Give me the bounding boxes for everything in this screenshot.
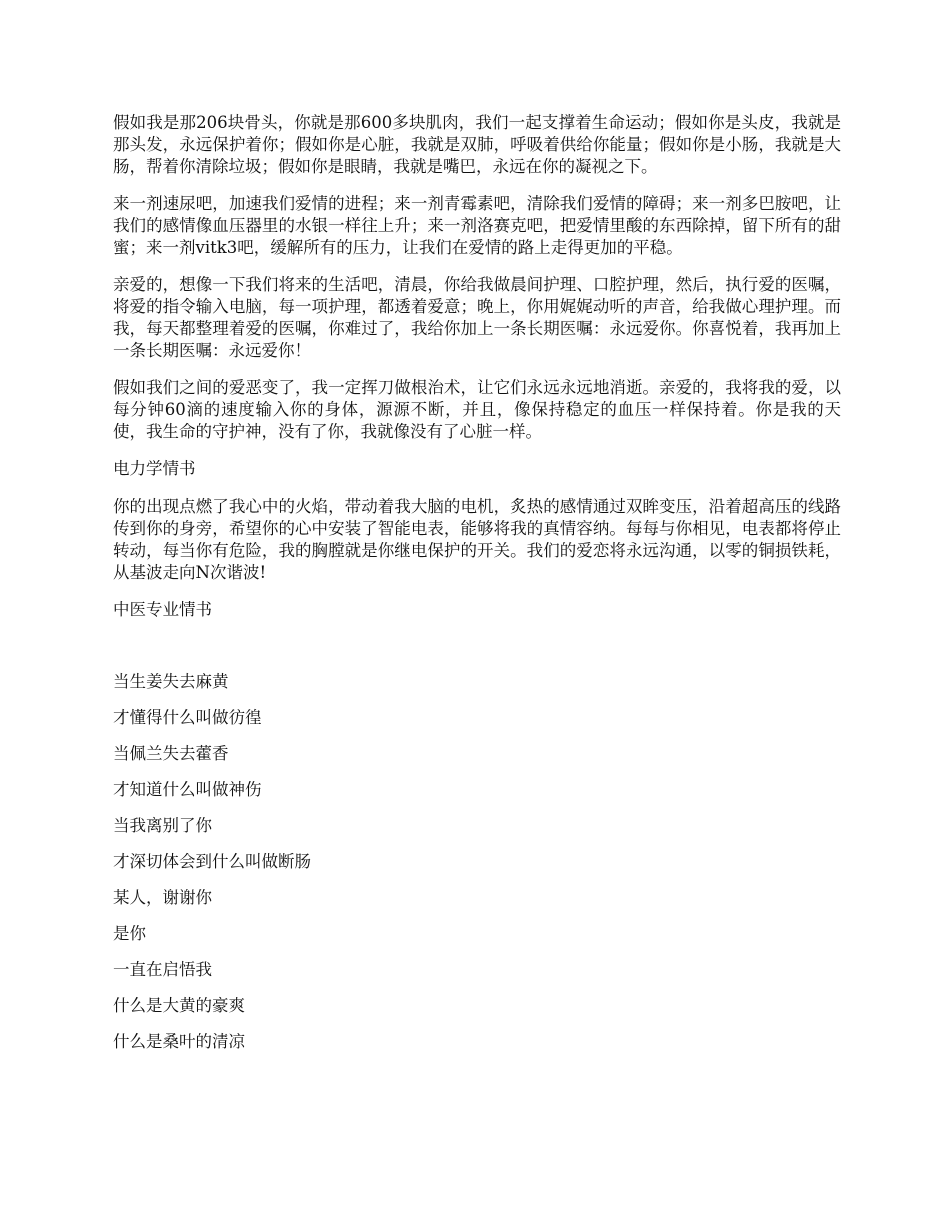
blank-line [113,637,841,671]
paragraph-surgery: 假如我们之间的爱恶变了，我一定挥刀做根治术，让它们永远永远地消逝。亲爱的，我将我的爱，以每分钟60滴的速度输入你的身体，源源不断，并且，像保持稳定的血压一样保持着。你是我的天使，我生命的守护神，没有了你，我就像没有了心脏一样。 [113,378,841,441]
poem-line: 一直在启悟我 [113,960,212,979]
paragraph-medicine: 来一剂速尿吧，加速我们爱情的进程；来一剂青霉素吧，清除我们爱情的障碍；来一剂多巴胺吧，让我们的感情像血压器里的水银一样往上升；来一剂洛赛克吧，把爱情里酸的东西除掉，留下所有的甜蜜；来一剂vitk3吧，缓解所有的压力，让我们在爱情的路上走得更加的平稳。 [113,194,841,257]
heading-tcm-love-letter: 中医专业情书 [113,600,212,619]
poem-line: 才深切体会到什么叫做断肠 [113,852,311,871]
poem-line: 才知道什么叫做神伤 [113,780,262,799]
document-page [113,112,841,1067]
poem-line: 某人，谢谢你 [113,888,212,907]
poem-line: 当佩兰失去藿香 [113,744,229,763]
poem-line: 什么是大黄的豪爽 [113,996,245,1015]
heading-electric-love-letter: 电力学情书 [113,459,196,478]
poem-line: 当我离别了你 [113,816,212,835]
paragraph-nursing: 亲爱的，想像一下我们将来的生活吧，清晨，你给我做晨间护理、口腔护理，然后，执行爱的医嘱，将爱的指令输入电脑，每一项护理，都透着爱意；晚上，你用娓娓动听的声音，给我做心理护理。而我，每天都整理着爱的医嘱，你难过了，我给你加上一条长期医嘱：永远爱你。你喜悦着，我再加上一条长期医嘱：永远爱你！ [113,275,841,360]
paragraph-electric: 你的出现点燃了我心中的火焰，带动着我大脑的电机，炙热的感情通过双眸变压，沿着超高压的线路传到你的身旁，希望你的心中安装了智能电表，能够将我的真情容纳。每每与你相见，电表都将停止转动，每当你有危险，我的胸膛就是你继电保护的开关。我们的爱恋将永远沟通，以零的铜损铁耗，从基波走向N次谐波! [113,497,841,582]
paragraph-body-parts: 假如我是那206块骨头，你就是那600多块肌肉，我们一起支撑着生命运动；假如你是头皮，我就是那头发，永远保护着你；假如你是心脏，我就是双肺，呼吸着供给你能量；假如你是小肠，我就是大肠，帮着你清除垃圾；假如你是眼睛，我就是嘴巴，永远在你的凝视之下。 [113,113,841,176]
poem-line: 当生姜失去麻黄 [113,672,229,691]
poem-line: 是你 [113,924,146,943]
poem-line: 才懂得什么叫做彷徨 [113,708,262,727]
poem [113,671,841,1053]
poem-line: 什么是桑叶的清凉 [113,1032,245,1051]
